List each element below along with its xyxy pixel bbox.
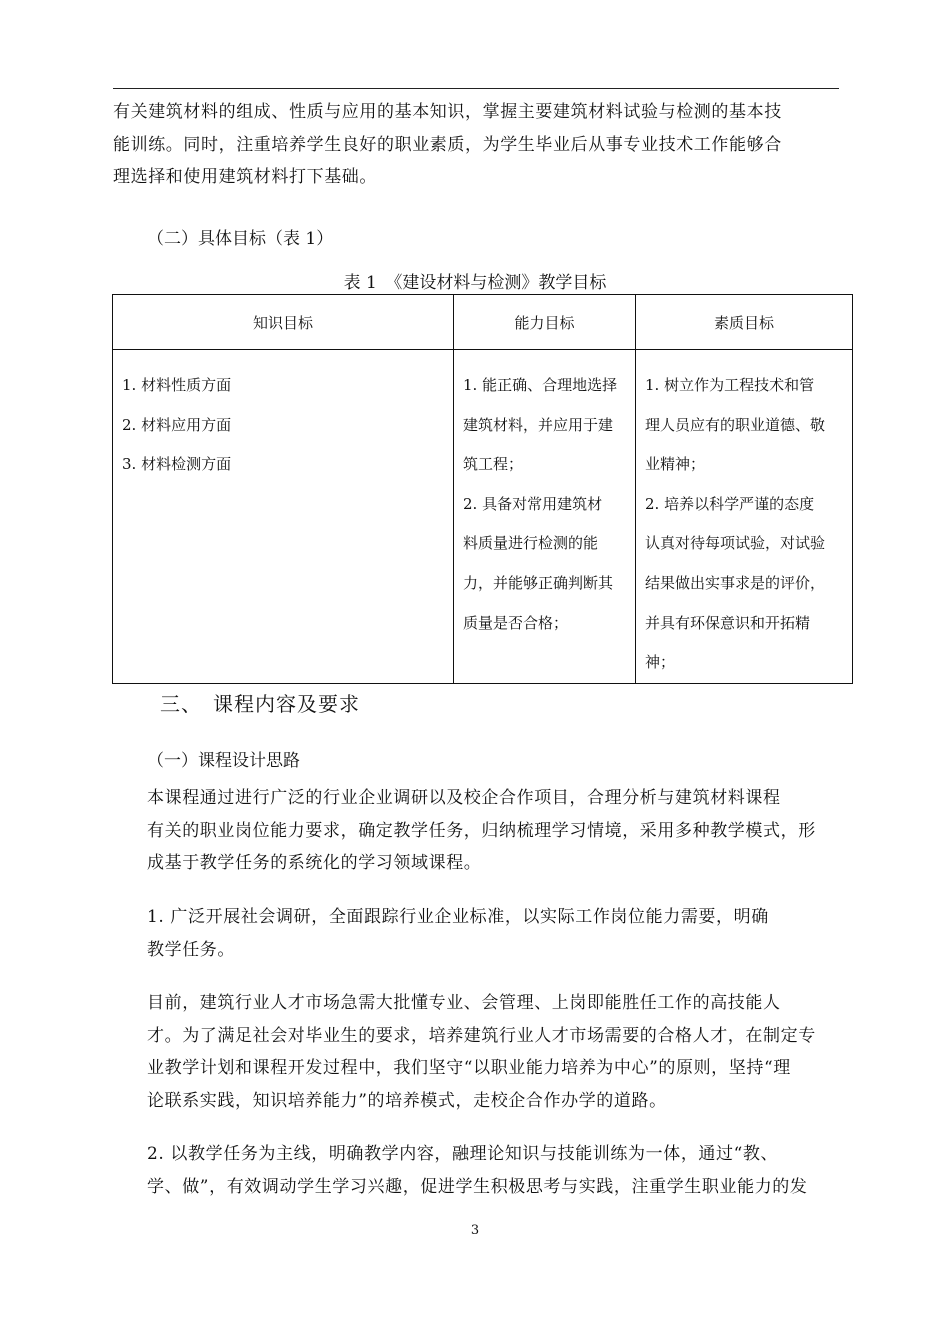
paragraph-line: 目前，建筑行业人才市场急需大批懂专业、会管理、上岗即能胜任工作的高技能人: [147, 993, 781, 1013]
paragraph-line: 能训练。同时，注重培养学生良好的职业素质，为学生毕业后从事专业技术工作能够合: [113, 134, 782, 155]
quality-goal-line: 业精神；: [645, 455, 706, 474]
paragraph-line: 1. 广泛开展社会调研，全面跟踪行业企业标准，以实际工作岗位能力需要，明确: [147, 907, 769, 927]
section-three-title: 三、 课程内容及要求: [160, 692, 360, 716]
header-quality-goals: 素质目标: [636, 295, 853, 350]
paragraph-line: 业教学计划和课程开发过程中，我们坚守“以职业能力培养为中心”的原则，坚持“理: [147, 1058, 791, 1078]
ability-goal-line: 筑工程；: [463, 455, 524, 474]
paragraph-line: 2. 以教学任务为主线，明确教学内容，融理论知识与技能训练为一体，通过“教、: [147, 1144, 779, 1164]
quality-goal-line: 理人员应有的职业道德、敬: [645, 415, 826, 434]
paragraph-line: 教学任务。: [147, 939, 235, 960]
paragraph-line: 学、做”，有效调动学生学习兴趣，促进学生积极思考与实践，注重学生职业能力的发: [147, 1176, 808, 1197]
knowledge-goals-cell: [113, 350, 454, 684]
ability-goal-line: 料质量进行检测的能: [463, 534, 599, 553]
quality-goal-line: 认真对待每项试验，对试验: [645, 534, 826, 553]
knowledge-goal-item: 2. 材料应用方面: [122, 415, 232, 434]
ability-goal-line: 建筑材料，并应用于建: [463, 415, 614, 434]
knowledge-goal-item: 1. 材料性质方面: [122, 376, 232, 394]
specific-goals-heading: （二）具体目标（表 1）: [147, 229, 334, 249]
page-number: 3: [470, 1223, 480, 1238]
quality-goal-line: 并具有环保意识和开拓精: [645, 613, 811, 632]
ability-goal-line: 质量是否合格；: [463, 613, 569, 632]
header-ability-goals: 能力目标: [454, 295, 636, 350]
paragraph-line: 有关建筑材料的组成、性质与应用的基本知识，掌握主要建筑材料试验与检测的基本技: [113, 102, 782, 122]
quality-goal-line: 结果做出实事求是的评价，: [645, 573, 826, 592]
intro-paragraph: [113, 96, 838, 194]
paragraph-line: 才。为了满足社会对毕业生的要求，培养建筑行业人才市场需要的合格人才，在制定专: [147, 1025, 816, 1046]
table-row: [113, 350, 853, 684]
paragraph-line: 本课程通过进行广泛的行业企业调研以及校企合作项目，合理分析与建筑材料课程: [147, 788, 781, 808]
paragraph-line: 理选择和使用建筑材料打下基础。: [113, 167, 377, 187]
paragraph-line: 成基于教学任务的系统化的学习领域课程。: [147, 853, 482, 873]
point-one-paragraph: [113, 901, 838, 966]
design-approach-heading: （一）课程设计思路: [147, 751, 300, 771]
header-knowledge-goals: 知识目标: [113, 295, 454, 350]
quality-goal-line: 神；: [645, 653, 676, 672]
paragraph-line: 论联系实践，知识培养能力”的培养模式，走校企合作办学的道路。: [147, 1090, 667, 1111]
point-two-paragraph: [113, 1138, 838, 1203]
teaching-goals-table: [112, 294, 853, 684]
design-paragraph: [113, 782, 838, 880]
knowledge-goal-item: 3. 材料检测方面: [122, 455, 232, 474]
table-header-row: [113, 295, 853, 350]
quality-goal-line: 2. 培养以科学严谨的态度: [645, 494, 815, 513]
paragraph-line: 有关的职业岗位能力要求，确定教学任务，归纳梳理学习情境，采用多种教学模式，形: [147, 820, 816, 841]
ability-goal-line: 力，并能够正确判断其: [463, 573, 614, 592]
header-rule: [113, 88, 839, 89]
ability-goals-cell: [454, 350, 636, 684]
quality-goals-cell: [636, 350, 853, 684]
table-caption: 表 1 《建设材料与检测》教学目标: [343, 273, 607, 293]
ability-goal-line: 1. 能正确、合理地选择: [463, 376, 618, 394]
ability-goal-line: 2. 具备对常用建筑材: [463, 494, 603, 513]
current-situation-paragraph: [113, 987, 838, 1117]
quality-goal-line: 1. 树立作为工程技术和管: [645, 376, 815, 394]
